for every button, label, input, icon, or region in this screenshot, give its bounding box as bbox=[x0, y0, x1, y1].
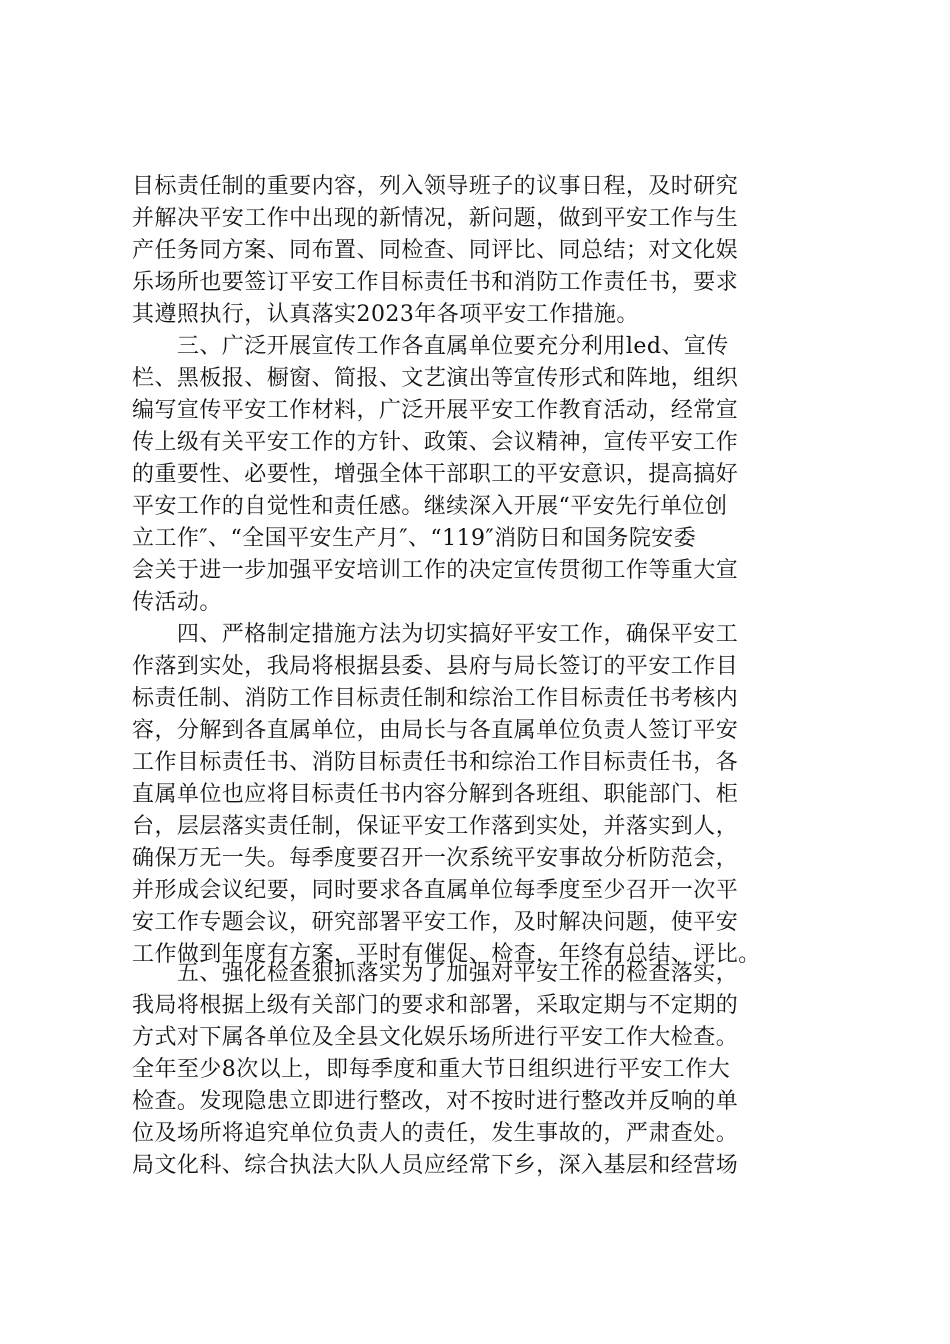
text-line: 传活动。 bbox=[132, 590, 222, 615]
paragraph-measures bbox=[132, 619, 832, 971]
text-line: 乐场所也要签订平安工作目标责任书和消防工作责任书，要求 bbox=[132, 270, 739, 295]
text-line: 台，层层落实责任制，保证平安工作落到实处，并落实到人， bbox=[132, 814, 739, 839]
text-line: 全年至少8次以上，即每季度和重大节日组织进行平安工作大 bbox=[132, 1057, 731, 1082]
text-line: 直属单位也应将目标责任书内容分解到各班组、职能部门、柜 bbox=[132, 782, 739, 807]
text-line: 的重要性、必要性，增强全体干部职工的平安意识，提高搞好 bbox=[132, 462, 739, 487]
text-line: 其遵照执行，认真落实2023年各项平安工作措施。 bbox=[132, 302, 639, 327]
text-line: 作落到实处，我局将根据县委、县府与局长签订的平安工作目 bbox=[132, 654, 739, 679]
text-line: 工作做到年度有方案，平时有催促、检查，年终有总结、评比。 bbox=[132, 942, 761, 967]
text-line: 产任务同方案、同布置、同检查、同评比、同总结；对文化娱 bbox=[132, 238, 739, 263]
paragraph-responsibility-tail bbox=[132, 171, 832, 331]
text-line: 栏、黑板报、橱窗、简报、文艺演出等宣传形式和阵地，组织 bbox=[132, 366, 739, 391]
text-line: 工作目标责任书、消防目标责任书和综治工作目标责任书，各 bbox=[132, 750, 739, 775]
text-line: 并形成会议纪要，同时要求各直属单位每季度至少召开一次平 bbox=[132, 878, 739, 903]
text-line: 会关于进一步加强平安培训工作的决定宣传贯彻工作等重大宣 bbox=[132, 558, 739, 583]
text-line: 传上级有关平安工作的方针、政策、会议精神，宣传平安工作 bbox=[132, 430, 739, 455]
text-line: 我局将根据上级有关部门的要求和部署，采取定期与不定期的 bbox=[132, 993, 739, 1018]
text-line: 四、严格制定措施方法为切实搞好平安工作，确保平安工 bbox=[132, 622, 739, 647]
text-line: 立工作″、“全国平安生产月″、“119″消防日和国务院安委 bbox=[132, 526, 697, 551]
text-line: 五、强化检查狠抓落实为了加强对平安工作的检查落实， bbox=[132, 961, 739, 986]
text-line: 三、广泛开展宣传工作各直属单位要充分利用led、宣传 bbox=[132, 334, 729, 359]
paragraph-inspection bbox=[132, 958, 832, 1182]
text-line: 标责任制、消防工作目标责任制和综治工作目标责任书考核内 bbox=[132, 686, 739, 711]
text-line: 目标责任制的重要内容，列入领导班子的议事日程，及时研究 bbox=[132, 174, 739, 199]
paragraph-publicity bbox=[132, 331, 832, 619]
text-line: 检查。发现隐患立即进行整改，对不按时进行整改并反响的单 bbox=[132, 1089, 739, 1114]
text-line: 位及场所将追究单位负责人的责任，发生事故的，严肃查处。 bbox=[132, 1121, 739, 1146]
text-line: 容，分解到各直属单位，由局长与各直属单位负责人签订平安 bbox=[132, 718, 739, 743]
text-line: 确保万无一失。每季度要召开一次系统平安事故分析防范会， bbox=[132, 846, 739, 871]
text-line: 平安工作的自觉性和责任感。继续深入开展“平安先行单位创 bbox=[132, 494, 728, 519]
text-line: 局文化科、综合执法大队人员应经常下乡，深入基层和经营场 bbox=[132, 1153, 739, 1178]
text-line: 编写宣传平安工作材料，广泛开展平安工作教育活动，经常宣 bbox=[132, 398, 739, 423]
text-line: 方式对下属各单位及全县文化娱乐场所进行平安工作大检查。 bbox=[132, 1025, 739, 1050]
text-line: 并解决平安工作中出现的新情况，新问题，做到平安工作与生 bbox=[132, 206, 739, 231]
text-line: 安工作专题会议，研究部署平安工作，及时解决问题，使平安 bbox=[132, 910, 739, 935]
